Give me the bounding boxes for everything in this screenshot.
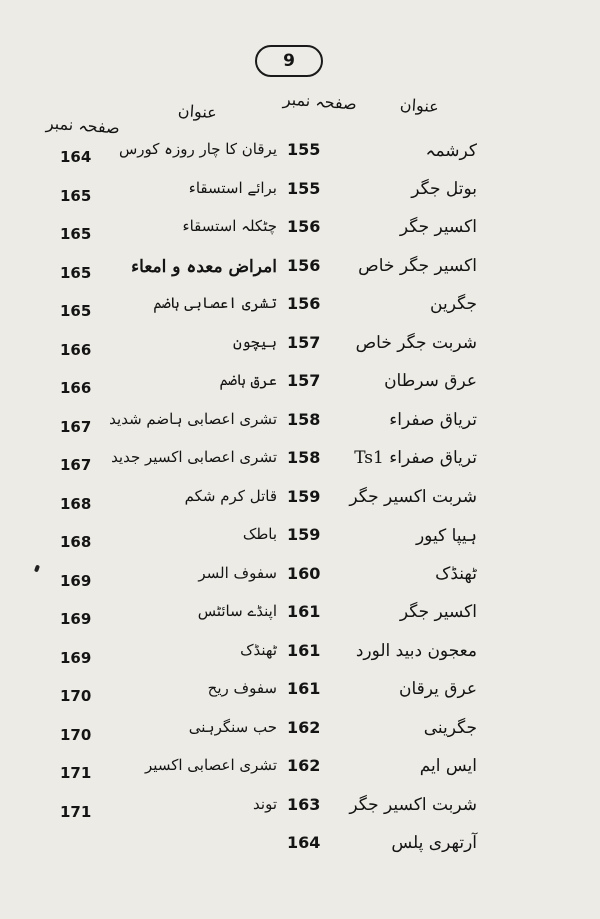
index-row-left-page: 168 bbox=[60, 533, 92, 551]
index-row-right-title: معجون دبید الورد bbox=[355, 640, 477, 661]
index-row-right-page: 159 bbox=[287, 486, 321, 506]
index-row-right-title: ایس ایم bbox=[419, 756, 477, 776]
index-row-left-title: تشری اعصابی اکسیر bbox=[145, 756, 277, 774]
index-row-right-page: 162 bbox=[287, 717, 321, 737]
index-row-left-title: باطک bbox=[242, 525, 277, 543]
page-number-badge bbox=[255, 45, 323, 77]
index-row-right-page: 157 bbox=[287, 371, 321, 390]
index-row bbox=[0, 333, 600, 369]
index-row-right-title: عرق یرقان bbox=[398, 679, 477, 699]
index-row-left-page: 165 bbox=[60, 225, 92, 243]
index-row-right-title: کرشمہ bbox=[425, 141, 477, 161]
index-row bbox=[0, 140, 600, 176]
index-row-right-page: 164 bbox=[287, 833, 321, 852]
index-row-right-page: 156 bbox=[287, 294, 321, 313]
index-row-left-title: عرق ہاضم bbox=[219, 371, 277, 389]
index-row-left-title: تشری اعصابی ہاضم شدید bbox=[109, 409, 277, 428]
index-row-left-page: 166 bbox=[60, 379, 92, 397]
index-row-left-title: سفوف السر bbox=[198, 563, 277, 582]
index-row bbox=[0, 448, 600, 484]
index-row-right-page: 161 bbox=[287, 602, 321, 621]
index-row-right-page: 156 bbox=[287, 217, 321, 236]
index-row-left-title: سفوف ریح bbox=[207, 679, 277, 697]
index-row-right-page: 161 bbox=[287, 679, 321, 698]
index-row-left-page: 165 bbox=[60, 302, 92, 320]
index-row-left-title: تشری اعصابی اکسیر جدید bbox=[111, 448, 277, 466]
index-row-right-title: عرق سرطان bbox=[384, 371, 477, 391]
index-row bbox=[0, 718, 600, 754]
index-row bbox=[0, 294, 600, 330]
index-row-left-title: چٹکلہ استسقاء bbox=[182, 217, 277, 235]
index-row-left-page: 165 bbox=[60, 186, 92, 205]
index-row-left-title: اپنڈے سائٹس bbox=[197, 602, 277, 620]
index-row-right-page: 158 bbox=[287, 409, 321, 429]
index-row-left-page: 168 bbox=[60, 494, 92, 513]
index-row-right-title: جگرینی bbox=[423, 717, 477, 738]
index-row-right-page: 162 bbox=[287, 756, 321, 775]
index-row-left-title: قاتل کرم شکم bbox=[184, 486, 277, 505]
index-row-left-page: 167 bbox=[60, 456, 92, 474]
index-row-right-title: شربت جگر خاص bbox=[355, 332, 477, 353]
index-row bbox=[0, 371, 600, 407]
index-row bbox=[0, 487, 600, 523]
index-row-right-title: بوتل جگر bbox=[411, 178, 477, 199]
index-row-right-title: تریاق صفراء bbox=[389, 409, 477, 430]
header-left-page: صفحہ نمبر bbox=[45, 113, 121, 138]
index-row-right-title: ٹھنڈک bbox=[435, 563, 477, 584]
index-row-right-title: اکسیر جگر bbox=[399, 217, 477, 237]
index-row-right-page: 161 bbox=[287, 640, 321, 660]
index-row bbox=[0, 602, 600, 638]
index-row bbox=[0, 756, 600, 792]
index-row-right-page: 160 bbox=[287, 563, 321, 583]
index-row-right-page: 163 bbox=[287, 794, 321, 814]
index-row-right-page: 156 bbox=[287, 255, 321, 275]
index-row-left-page: 167 bbox=[60, 417, 92, 436]
index-row-left-page: 169 bbox=[60, 648, 92, 667]
index-row-left-title: تشری اعصابی ہاضم bbox=[153, 294, 277, 312]
index-row-left-title: برائے استسقاء bbox=[188, 178, 277, 197]
index-row-left-title: یرقان کا چار روزہ کورس bbox=[118, 140, 277, 158]
index-row-right-page: 155 bbox=[287, 140, 321, 159]
index-row-right-title: ہیپا کیور bbox=[415, 526, 477, 546]
index-row bbox=[0, 641, 600, 677]
index-row-right-title: اکسیر جگر خاص bbox=[358, 255, 477, 276]
index-row-right-title: آرتھری پلس bbox=[391, 833, 477, 853]
index-row-right-title: شربت اکسیر جگر bbox=[349, 794, 477, 815]
index-row-right-page: 159 bbox=[287, 525, 321, 544]
index-row-left-page: 171 bbox=[60, 764, 92, 782]
page-number: 9 bbox=[283, 51, 295, 71]
index-row-left-page: 171 bbox=[60, 802, 92, 821]
index-row-left-page: 165 bbox=[60, 263, 92, 282]
index-row-left-page: 169 bbox=[60, 610, 92, 628]
index-row-right-page: 157 bbox=[287, 332, 321, 352]
index-row-left-title: ٹھنڈک bbox=[240, 640, 277, 659]
index-row bbox=[0, 833, 600, 869]
index-row bbox=[0, 525, 600, 561]
index-row-right-page: 158 bbox=[287, 448, 321, 467]
index-row bbox=[0, 217, 600, 253]
index-row-left-page: 170 bbox=[60, 725, 92, 744]
index-row-right-page: 155 bbox=[287, 178, 321, 198]
index-row bbox=[0, 410, 600, 446]
index-row-left-page: 169 bbox=[60, 571, 92, 590]
header-right-title: عنوان bbox=[399, 94, 440, 117]
index-row-right-title: اکسیر جگر bbox=[399, 602, 477, 622]
index-row bbox=[0, 179, 600, 215]
index-row bbox=[0, 679, 600, 715]
index-row bbox=[0, 564, 600, 600]
index-row-right-title: جگرین bbox=[430, 294, 477, 314]
index-section-heading: امراض معدہ و امعاء bbox=[131, 256, 277, 277]
index-row-left-title: حب سنگرہنی bbox=[188, 717, 277, 736]
index-row bbox=[0, 795, 600, 831]
header-right-page: صفحہ نمبر bbox=[282, 89, 358, 114]
header-left-title: عنوان bbox=[177, 100, 218, 123]
index-row-right-title: تریاق صفراء Ts1 bbox=[354, 448, 477, 468]
index-row-left-page: 170 bbox=[60, 687, 92, 705]
index-row-left-title: ہیچون bbox=[233, 332, 277, 351]
index-row bbox=[0, 256, 600, 292]
index-row-right-title: شربت اکسیر جگر bbox=[349, 486, 477, 507]
index-row-left-title: توند bbox=[253, 794, 277, 813]
index-row-left-page: 166 bbox=[60, 340, 92, 359]
index-row-left-page: 164 bbox=[60, 148, 92, 166]
